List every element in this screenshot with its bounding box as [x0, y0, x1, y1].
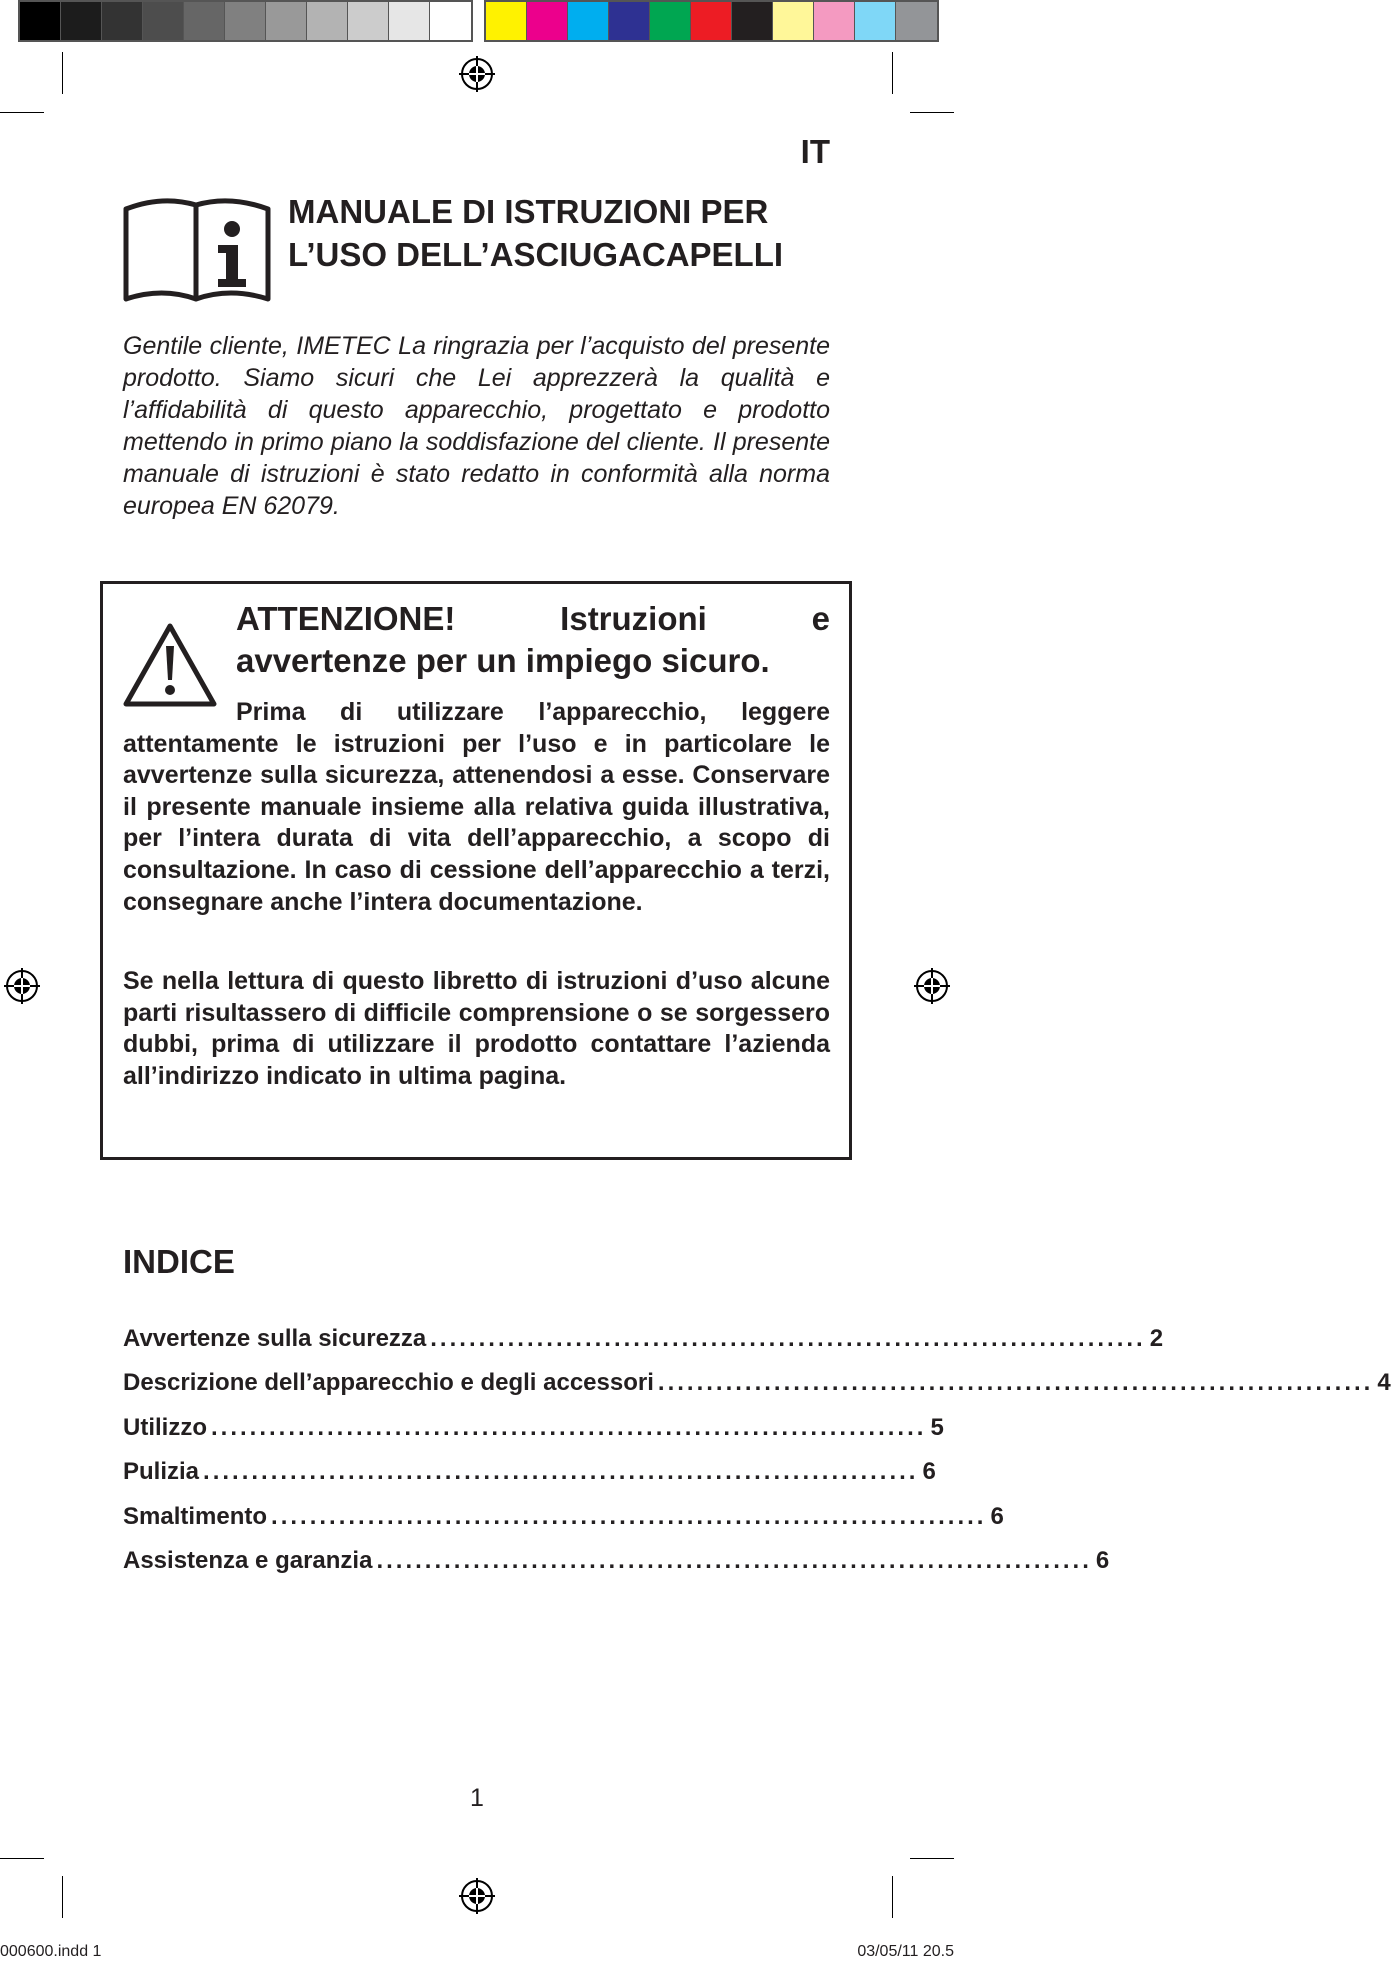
language-tag: IT [800, 133, 830, 170]
process-color-bar [484, 0, 939, 42]
crop-mark [62, 1876, 63, 1918]
crop-mark [892, 52, 893, 94]
warning-title [236, 598, 830, 682]
toc-entry [123, 1369, 1391, 1413]
color-swatch [61, 2, 102, 40]
page-number: 1 [470, 1784, 484, 1812]
toc-entry [123, 1502, 1004, 1547]
toc-leader: .......................................................................... [657, 1369, 1374, 1397]
color-swatch [814, 2, 855, 40]
color-swatch [650, 2, 691, 40]
color-swatch [430, 2, 471, 40]
color-swatch [855, 2, 896, 40]
crop-mark [0, 112, 44, 113]
color-swatch [568, 2, 609, 40]
color-swatch [896, 2, 937, 40]
registration-mark-icon [914, 968, 950, 1004]
date-slug: 03/05/11 20.5 [857, 1943, 954, 1960]
crop-mark [910, 112, 954, 113]
color-swatch [527, 2, 568, 40]
toc-page: 6 [922, 1458, 936, 1486]
toc-leader: .......................................................................... [430, 1325, 1146, 1352]
toc-page: 4 [1377, 1369, 1391, 1397]
color-swatch [266, 2, 307, 40]
toc-leader: .......................................................................... [211, 1413, 927, 1441]
toc-page: 2 [1149, 1325, 1164, 1352]
toc-label: Utilizzo [123, 1413, 207, 1441]
warning-title-line: ATTENZIONE! Istruzioni e [236, 600, 830, 637]
title-line: L’USO DELL’ASCIUGACAPELLI [288, 236, 784, 273]
toc-page: 6 [990, 1502, 1004, 1530]
toc-label: Avvertenze sulla sicurezza [123, 1325, 427, 1352]
color-swatch [102, 2, 143, 40]
toc-entry [123, 1546, 1110, 1591]
page-title [288, 190, 848, 276]
color-swatch [773, 2, 814, 40]
grayscale-color-bar [18, 0, 473, 42]
color-swatch [732, 2, 773, 40]
toc-label: Descrizione dell’apparecchio e degli accessori [123, 1369, 654, 1397]
color-swatch [20, 2, 61, 40]
toc-label: Smaltimento [123, 1502, 268, 1530]
warning-paragraph: Se nella lettura di questo libretto di istruzioni d’uso alcune parti risultassero di difficile comprensione o se sorgessero dubbi, prima di utilizzare il prodotto contattare l’azienda all’indirizzo indicato in ultima pagina. [123, 967, 830, 1090]
toc-leader: .......................................................................... [376, 1546, 1092, 1574]
toc-page: 5 [930, 1413, 944, 1441]
color-swatch [486, 2, 527, 40]
color-swatch [691, 2, 732, 40]
book-info-icon [122, 195, 272, 303]
toc-entry [123, 1458, 936, 1502]
table-of-contents [123, 1325, 1391, 1591]
toc-leader: .......................................................................... [271, 1502, 987, 1530]
toc-entry [123, 1325, 1164, 1369]
toc-leader: .......................................................................... [203, 1458, 919, 1486]
color-swatch [389, 2, 430, 40]
registration-mark-icon [459, 56, 495, 92]
toc-label: Pulizia [123, 1458, 200, 1486]
registration-mark-icon [459, 1878, 495, 1914]
toc-page: 6 [1095, 1546, 1110, 1574]
registration-mark-icon [4, 968, 40, 1004]
crop-mark [62, 52, 63, 94]
warning-title-line: avvertenze per un impiego sicuro. [236, 642, 770, 679]
intro-paragraph: Gentile cliente, IMETEC La ringrazia per l’acquisto del presente prodotto. Siamo sicuri che Lei apprezzerà la qualità e l’affidabilità di questo apparecchio, progettato e prodotto mettendo in primo piano la soddisfazione del cliente. Il presente manuale di istruzioni è stato redatto in conformità alla norma europea EN 62079. [123, 332, 830, 520]
color-swatch [184, 2, 225, 40]
index-title: INDICE [123, 1243, 235, 1280]
toc-entry [123, 1413, 944, 1458]
file-slug: 000600.indd 1 [0, 1943, 102, 1960]
title-line: MANUALE DI ISTRUZIONI PER [288, 193, 769, 230]
crop-mark [910, 1858, 954, 1859]
color-swatch [609, 2, 650, 40]
crop-mark [892, 1876, 893, 1918]
warning-paragraph: Prima di utilizzare l’apparecchio, leggere attentamente le istruzioni per l’uso e in particolare le avvertenze sulla sicurezza, attenendosi a esse. Conservare il presente manuale insieme alla relativa guida illustrativa, per l’intera durata di vita dell’apparecchio, a scopo di consultazione. In caso di cessione dell’apparecchio a terzi, consegnare anche l’intera documentazione. [123, 698, 830, 916]
crop-mark [0, 1858, 44, 1859]
color-swatch [348, 2, 389, 40]
color-swatch [143, 2, 184, 40]
color-swatch [225, 2, 266, 40]
warning-triangle-icon [122, 622, 218, 708]
color-swatch [307, 2, 348, 40]
toc-label: Assistenza e garanzia [123, 1546, 373, 1574]
